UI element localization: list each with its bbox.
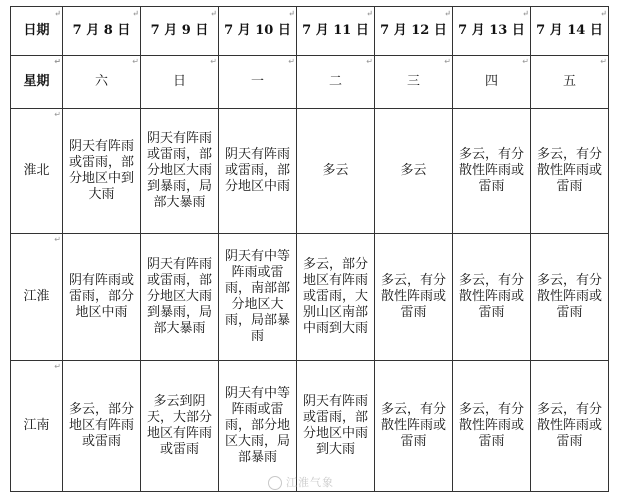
forecast-text: 阴天有中等阵雨或雷雨，部分地区大雨，局部暴雨 (224, 386, 290, 465)
forecast-text: 多云，部分地区有阵雨或雷雨，大别山区南部中雨到大雨 (302, 257, 368, 336)
weekday-header-label: 星期 ↵ (11, 56, 63, 109)
region-name: 江淮 (23, 289, 50, 304)
forecast-cell (297, 234, 375, 361)
forecast-cell (297, 109, 375, 234)
weekday-text: 三 (406, 74, 420, 89)
date-cell: 7 月 10 日 ↵ (219, 7, 297, 56)
region-label: 淮北 ↵ (11, 109, 63, 234)
forecast-cell (531, 361, 609, 492)
forecast-cell (531, 234, 609, 361)
forecast-text: 多云 (400, 163, 427, 178)
date-text: 7 月 12 日 (380, 23, 447, 38)
weekday-text: 六 (94, 74, 108, 89)
region-label: 江南 ↵ (11, 361, 63, 492)
date-header-row (11, 7, 609, 56)
forecast-cell (141, 361, 219, 492)
weekday-text: 一 (250, 74, 264, 89)
date-header-label: 日期 ↵ (11, 7, 63, 56)
region-row-jianghuai (11, 234, 609, 361)
forecast-text: 阴天有中等阵雨或雷雨，南部部分地区大雨，局部暴雨 (224, 249, 290, 344)
forecast-cell (297, 361, 375, 492)
forecast-cell (219, 234, 297, 361)
weekday-row (11, 56, 609, 109)
weekday-text: 日 (172, 74, 186, 89)
forecast-text: 多云 (322, 163, 349, 178)
date-text: 7 月 9 日 (150, 23, 209, 38)
forecast-text: 多云，有分散性阵雨或雷雨 (536, 402, 602, 449)
forecast-text: 多云，有分散性阵雨或雷雨 (380, 273, 446, 320)
watermark-text: 江淮气象 (286, 476, 334, 489)
forecast-cell (375, 109, 453, 234)
forecast-text: 阴天有阵雨或雷雨，部分地区中到大雨 (68, 139, 134, 202)
forecast-cell (531, 109, 609, 234)
forecast-text: 多云到阴天，大部分地区有阵雨或雷雨 (146, 394, 212, 457)
weekday-cell: 五 ↵ (531, 56, 609, 109)
date-header-text: 日期 (23, 23, 50, 38)
date-text: 7 月 13 日 (458, 23, 525, 38)
forecast-text: 多云，有分散性阵雨或雷雨 (380, 402, 446, 449)
forecast-cell (375, 361, 453, 492)
date-cell: 7 月 12 日 ↵ (375, 7, 453, 56)
date-text: 7 月 8 日 (72, 23, 131, 38)
forecast-text: 阴天有阵雨或雷雨，部分地区中雨到大雨 (302, 394, 368, 457)
date-cell: 7 月 11 日 ↵ (297, 7, 375, 56)
watermark (268, 474, 334, 490)
forecast-cell (375, 234, 453, 361)
forecast-cell (453, 361, 531, 492)
forecast-table (10, 6, 609, 492)
region-row-jiangnan (11, 361, 609, 492)
weekday-cell: 四 ↵ (453, 56, 531, 109)
region-label: 江淮 ↵ (11, 234, 63, 361)
date-text: 7 月 10 日 (224, 23, 291, 38)
region-name: 江南 (23, 418, 50, 433)
weibo-logo-icon (268, 476, 282, 490)
forecast-cell (219, 361, 297, 492)
forecast-cell (63, 361, 141, 492)
forecast-text: 阴天有阵雨或雷雨，部分地区中雨 (224, 147, 290, 194)
forecast-text: 多云，有分散性阵雨或雷雨 (458, 273, 524, 320)
forecast-text: 多云，有分散性阵雨或雷雨 (536, 273, 602, 320)
forecast-text: 阴有阵雨或雷雨，部分地区中雨 (68, 273, 134, 320)
weekday-cell: 二 ↵ (297, 56, 375, 109)
forecast-cell (63, 234, 141, 361)
date-cell: 7 月 8 日 ↵ (63, 7, 141, 56)
forecast-text: 多云，有分散性阵雨或雷雨 (458, 147, 524, 194)
forecast-text: 多云，有分散性阵雨或雷雨 (458, 402, 524, 449)
forecast-cell (141, 234, 219, 361)
weekday-cell: 一 ↵ (219, 56, 297, 109)
forecast-cell (141, 109, 219, 234)
date-cell: 7 月 14 日 ↵ (531, 7, 609, 56)
weekday-cell: 六 ↵ (63, 56, 141, 109)
forecast-text: 多云，部分地区有阵雨或雷雨 (68, 402, 134, 449)
weekday-text: 四 (484, 74, 498, 89)
weekday-text: 二 (328, 74, 342, 89)
date-cell: 7 月 9 日 ↵ (141, 7, 219, 56)
date-cell: 7 月 13 日 ↵ (453, 7, 531, 56)
weekday-cell: 三 ↵ (375, 56, 453, 109)
region-name: 淮北 (23, 163, 50, 178)
region-row-huaibei (11, 109, 609, 234)
forecast-text: 阴天有阵雨或雷雨，部分地区大雨到暴雨，局部大暴雨 (146, 131, 212, 210)
forecast-cell (453, 234, 531, 361)
forecast-text: 多云，有分散性阵雨或雷雨 (536, 147, 602, 194)
forecast-cell (453, 109, 531, 234)
weekday-cell: 日 ↵ (141, 56, 219, 109)
date-text: 7 月 14 日 (536, 23, 603, 38)
forecast-cell (219, 109, 297, 234)
weekday-text: 五 (562, 74, 576, 89)
weekday-header-text: 星期 (23, 74, 50, 89)
forecast-text: 阴天有阵雨或雷雨，部分地区大雨到暴雨，局部大暴雨 (146, 257, 212, 336)
date-text: 7 月 11 日 (302, 23, 369, 38)
forecast-cell (63, 109, 141, 234)
